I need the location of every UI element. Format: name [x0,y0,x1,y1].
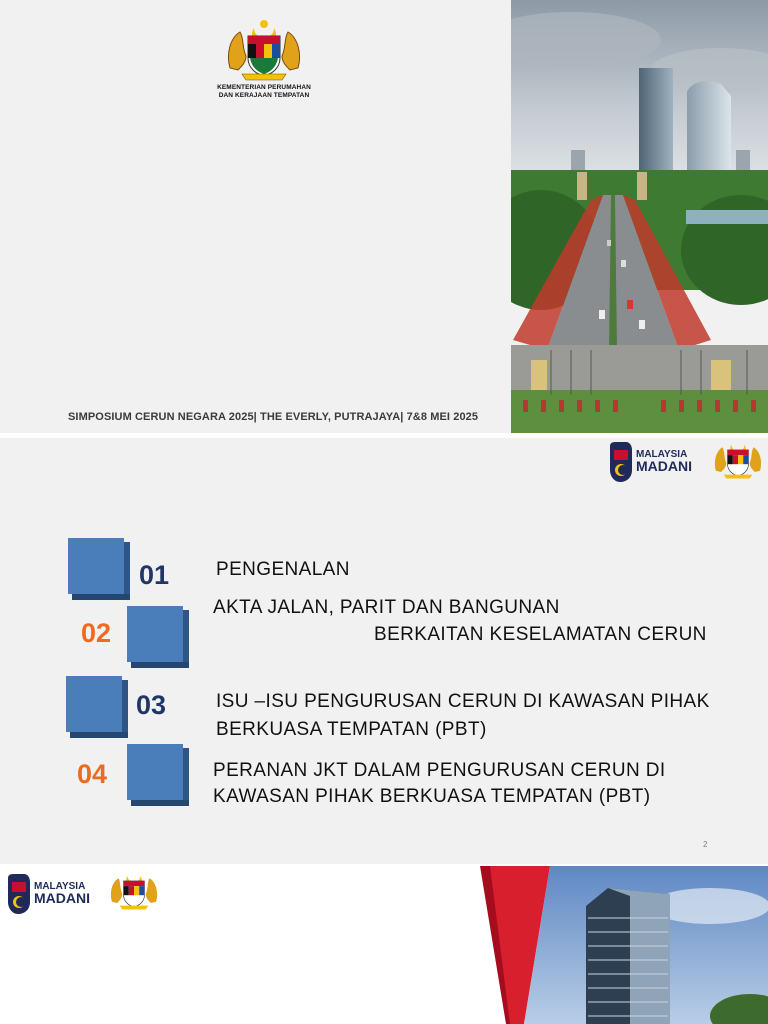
ministry-name-line1: KEMENTERIAN PERUMAHAN [217,84,311,91]
agenda-text-04-line1: PERANAN JKT DALAM PENGURUSAN CERUN DI [213,760,666,781]
agenda-cube-01 [68,538,130,600]
page-number: 2 [703,840,708,849]
agenda-number-03: 03 [136,690,167,720]
agenda-number-01: 01 [139,560,170,590]
agenda-slide [0,438,768,864]
madani-logo-line1: MALAYSIA [34,881,86,892]
malaysia-coat-of-arms-icon [108,868,160,912]
malaysia-madani-logo [4,872,104,914]
madani-logo-line2: MADANI [34,890,90,906]
agenda-text-03-line1: ISU –ISU PENGURUSAN CERUN DI KAWASAN PIHAK [216,691,710,712]
agenda-number-02: 02 [81,618,112,648]
malaysia-coat-of-arms-icon [712,438,764,480]
putrajaya-boulevard-photo [511,0,768,433]
agenda-text-04-line2: KAWASAN PIHAK BERKUASA TEMPATAN (PBT) [213,786,651,807]
agenda-text-02-line1: AKTA JALAN, PARIT DAN BANGUNAN [213,597,560,618]
madani-logo-line2: MADANI [636,458,692,474]
agenda-cube-03 [66,676,128,738]
ministry-name [190,84,338,100]
agenda-cube-02 [127,606,189,668]
agenda-number-04: 04 [77,759,108,789]
event-footer: SIMPOSIUM CERUN NEGARA 2025| THE EVERLY, PUTRAJAYA| 7&8 MEI 2025 [68,411,479,423]
agenda-cube-04 [127,744,189,806]
title-slide [0,0,768,433]
section-slide [0,866,768,1024]
agenda-text-03-line2: BERKUASA TEMPATAN (PBT) [216,719,487,740]
agenda-text-02-line2: BERKAITAN KESELAMATAN CERUN [374,624,707,645]
ministry-name-line2: DAN KERAJAAN TEMPATAN [218,92,310,99]
madani-logo-line1: MALAYSIA [636,449,688,460]
red-accent-building-image [480,866,768,1024]
malaysia-coat-of-arms-icon [224,18,304,82]
agenda-text-01: PENGENALAN [216,559,350,580]
malaysia-madani-logo [606,440,706,482]
